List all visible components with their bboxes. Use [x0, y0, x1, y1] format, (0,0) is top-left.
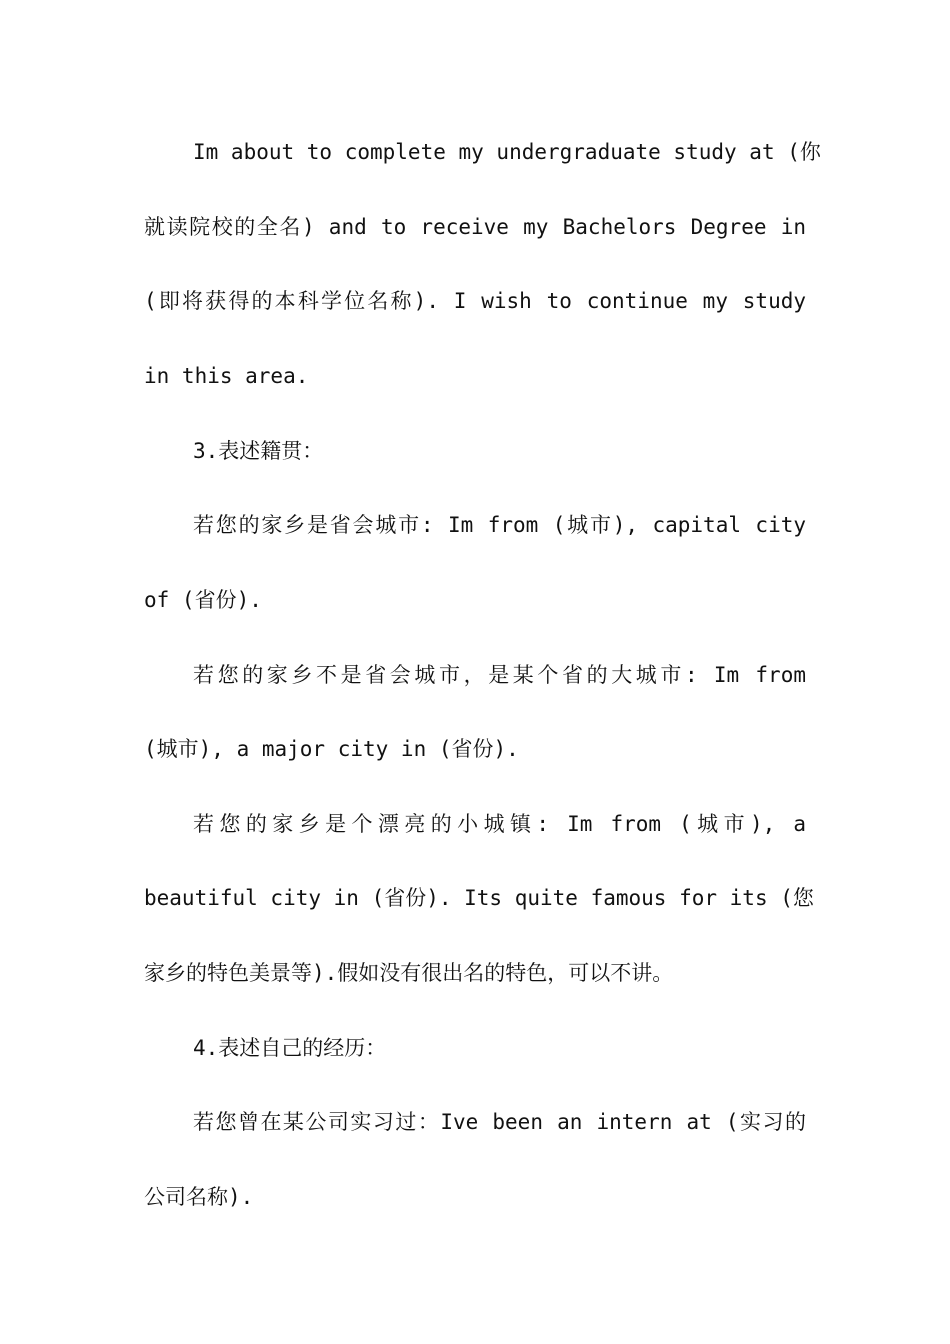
paragraph-line: beautiful city in (省份). Its quite famous for its (您 — [144, 886, 814, 910]
paragraph-line: 若您曾在某公司实习过：Ive been an intern at (实习的 — [193, 1110, 806, 1134]
paragraph-line: 若您的家乡是个漂亮的小城镇: Im from (城市), a — [193, 812, 806, 836]
paragraph-line: 若您的家乡是省会城市: Im from (城市), capital city — [193, 513, 806, 537]
paragraph-line: (城市), a major city in (省份). — [144, 737, 519, 761]
paragraph-line: 若您的家乡不是省会城市，是某个省的大城市: Im from — [193, 663, 806, 687]
paragraph-line: 公司名称). — [144, 1185, 254, 1209]
paragraph-line: Im about to complete my undergraduate study at (你 — [193, 140, 821, 164]
paragraph-line: of (省份). — [144, 588, 262, 612]
paragraph-line: 家乡的特色美景等).假如没有很出名的特色，可以不讲。 — [144, 961, 674, 985]
paragraph-line: (即将获得的本科学位名称). I wish to continue my study — [144, 289, 806, 313]
paragraph-line: 就读院校的全名) and to receive my Bachelors Degree in — [144, 215, 806, 239]
section-heading: 3.表述籍贯： — [193, 439, 324, 463]
paragraph-line: in this area. — [144, 364, 309, 388]
section-heading: 4.表述自己的经历： — [193, 1036, 387, 1060]
